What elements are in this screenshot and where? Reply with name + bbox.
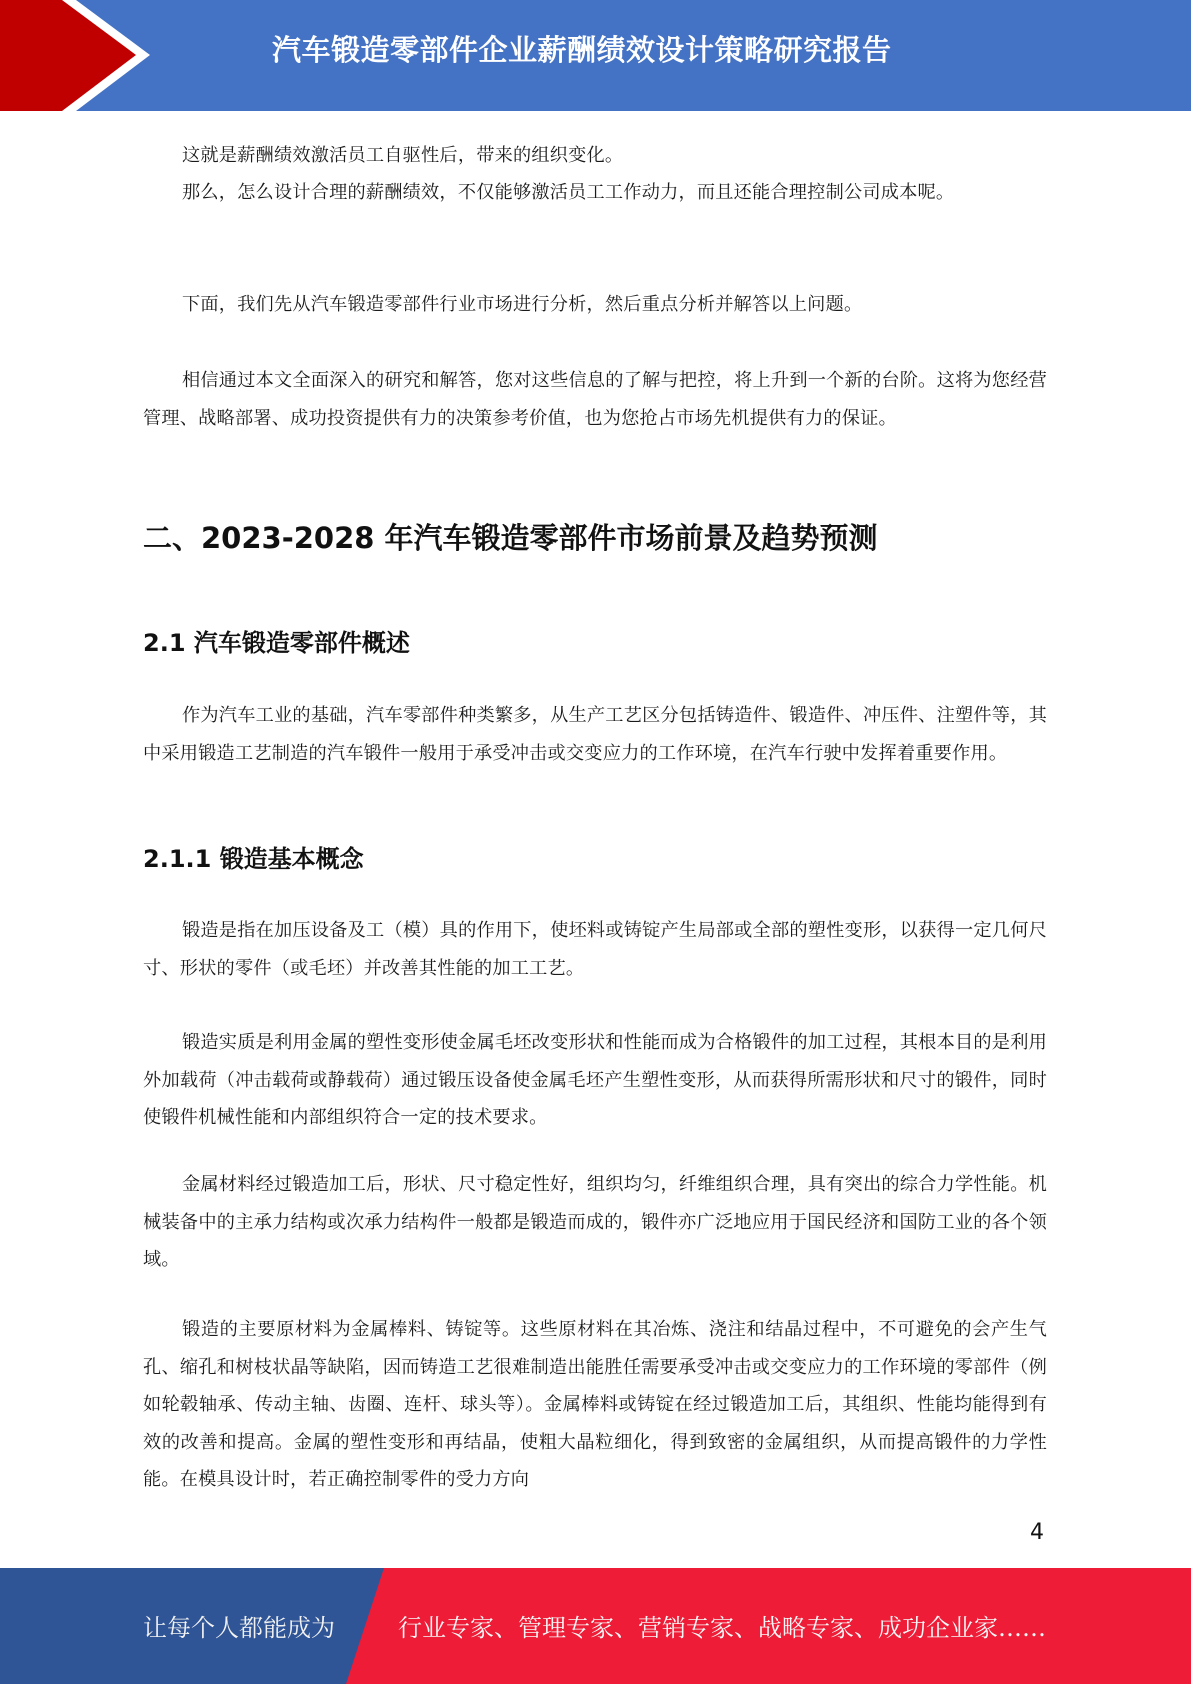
footer-banner	[0, 1568, 1191, 1684]
subsection-heading: 2.1 汽车锻造零部件概述	[143, 629, 410, 657]
paragraph: 下面，我们先从汽车锻造零部件行业市场进行分析，然后重点分析并解答以上问题。	[182, 294, 863, 315]
paragraph: 这就是薪酬绩效激活员工自驱性后，带来的组织变化。	[182, 145, 624, 166]
page-number: 4	[1030, 1520, 1044, 1545]
paragraph: 那么，怎么设计合理的薪酬绩效，不仅能够激活员工工作动力，而且还能合理控制公司成本呢。	[182, 182, 955, 203]
paragraph: 锻造的主要原材料为金属棒料、铸锭等。这些原材料在其冶炼、浇注和结晶过程中，不可避免的会产生气孔、缩孔和树枝状晶等缺陷，因而铸造工艺很难制造出能胜任需要承受冲击或交变应力的工作环境的零部件（例如轮毂轴承、传动主轴、齿圈、连杆、球头等）。金属棒料或铸锭在经过锻造加工后，其组织、性能均能得到有效的改善和提高。金属的塑性变形和再结晶，使粗大晶粒细化，得到致密的金属组织，从而提高锻件的力学性能。在模具设计时，若正确控制零件的受力方向	[143, 1319, 1047, 1490]
section-heading: 二、2023-2028 年汽车锻造零部件市场前景及趋势预测	[143, 521, 878, 555]
footer-slogan-left: 让每个人都能成为	[143, 1614, 335, 1642]
paragraph: 金属材料经过锻造加工后，形状、尺寸稳定性好，组织均匀，纤维组织合理，具有突出的综合力学性能。机械装备中的主承力结构或次承力结构件一般都是锻造而成的，锻件亦广泛地应用于国民经济和国防工业的各个领域。	[143, 1174, 1047, 1270]
header-banner	[0, 0, 1191, 111]
document-title: 汽车锻造零部件企业薪酬绩效设计策略研究报告	[272, 33, 892, 67]
paragraph: 锻造是指在加压设备及工（模）具的作用下，使坯料或铸锭产生局部或全部的塑性变形，以获得一定几何尺寸、形状的零件（或毛坯）并改善其性能的加工工艺。	[143, 920, 1047, 979]
paragraph: 锻造实质是利用金属的塑性变形使金属毛坯改变形状和性能而成为合格锻件的加工过程，其根本目的是利用外加载荷（冲击载荷或静载荷）通过锻压设备使金属毛坯产生塑性变形，从而获得所需形状和尺寸的锻件，同时使锻件机械性能和内部组织符合一定的技术要求。	[143, 1032, 1047, 1128]
paragraph: 作为汽车工业的基础，汽车零部件种类繁多，从生产工艺区分包括铸造件、锻造件、冲压件、注塑件等，其中采用锻造工艺制造的汽车锻件一般用于承受冲击或交变应力的工作环境，在汽车行驶中发挥着重要作用。	[143, 705, 1047, 764]
paragraph: 相信通过本文全面深入的研究和解答，您对这些信息的了解与把控，将上升到一个新的台阶。这将为您经营管理、战略部署、成功投资提供有力的决策参考价值，也为您抢占市场先机提供有力的保证。	[143, 370, 1047, 429]
header-red-arrow	[0, 0, 136, 111]
subsection-heading: 2.1.1 锻造基本概念	[143, 845, 364, 873]
footer-slogan-right: 行业专家、管理专家、营销专家、战略专家、成功企业家……	[398, 1614, 1046, 1642]
